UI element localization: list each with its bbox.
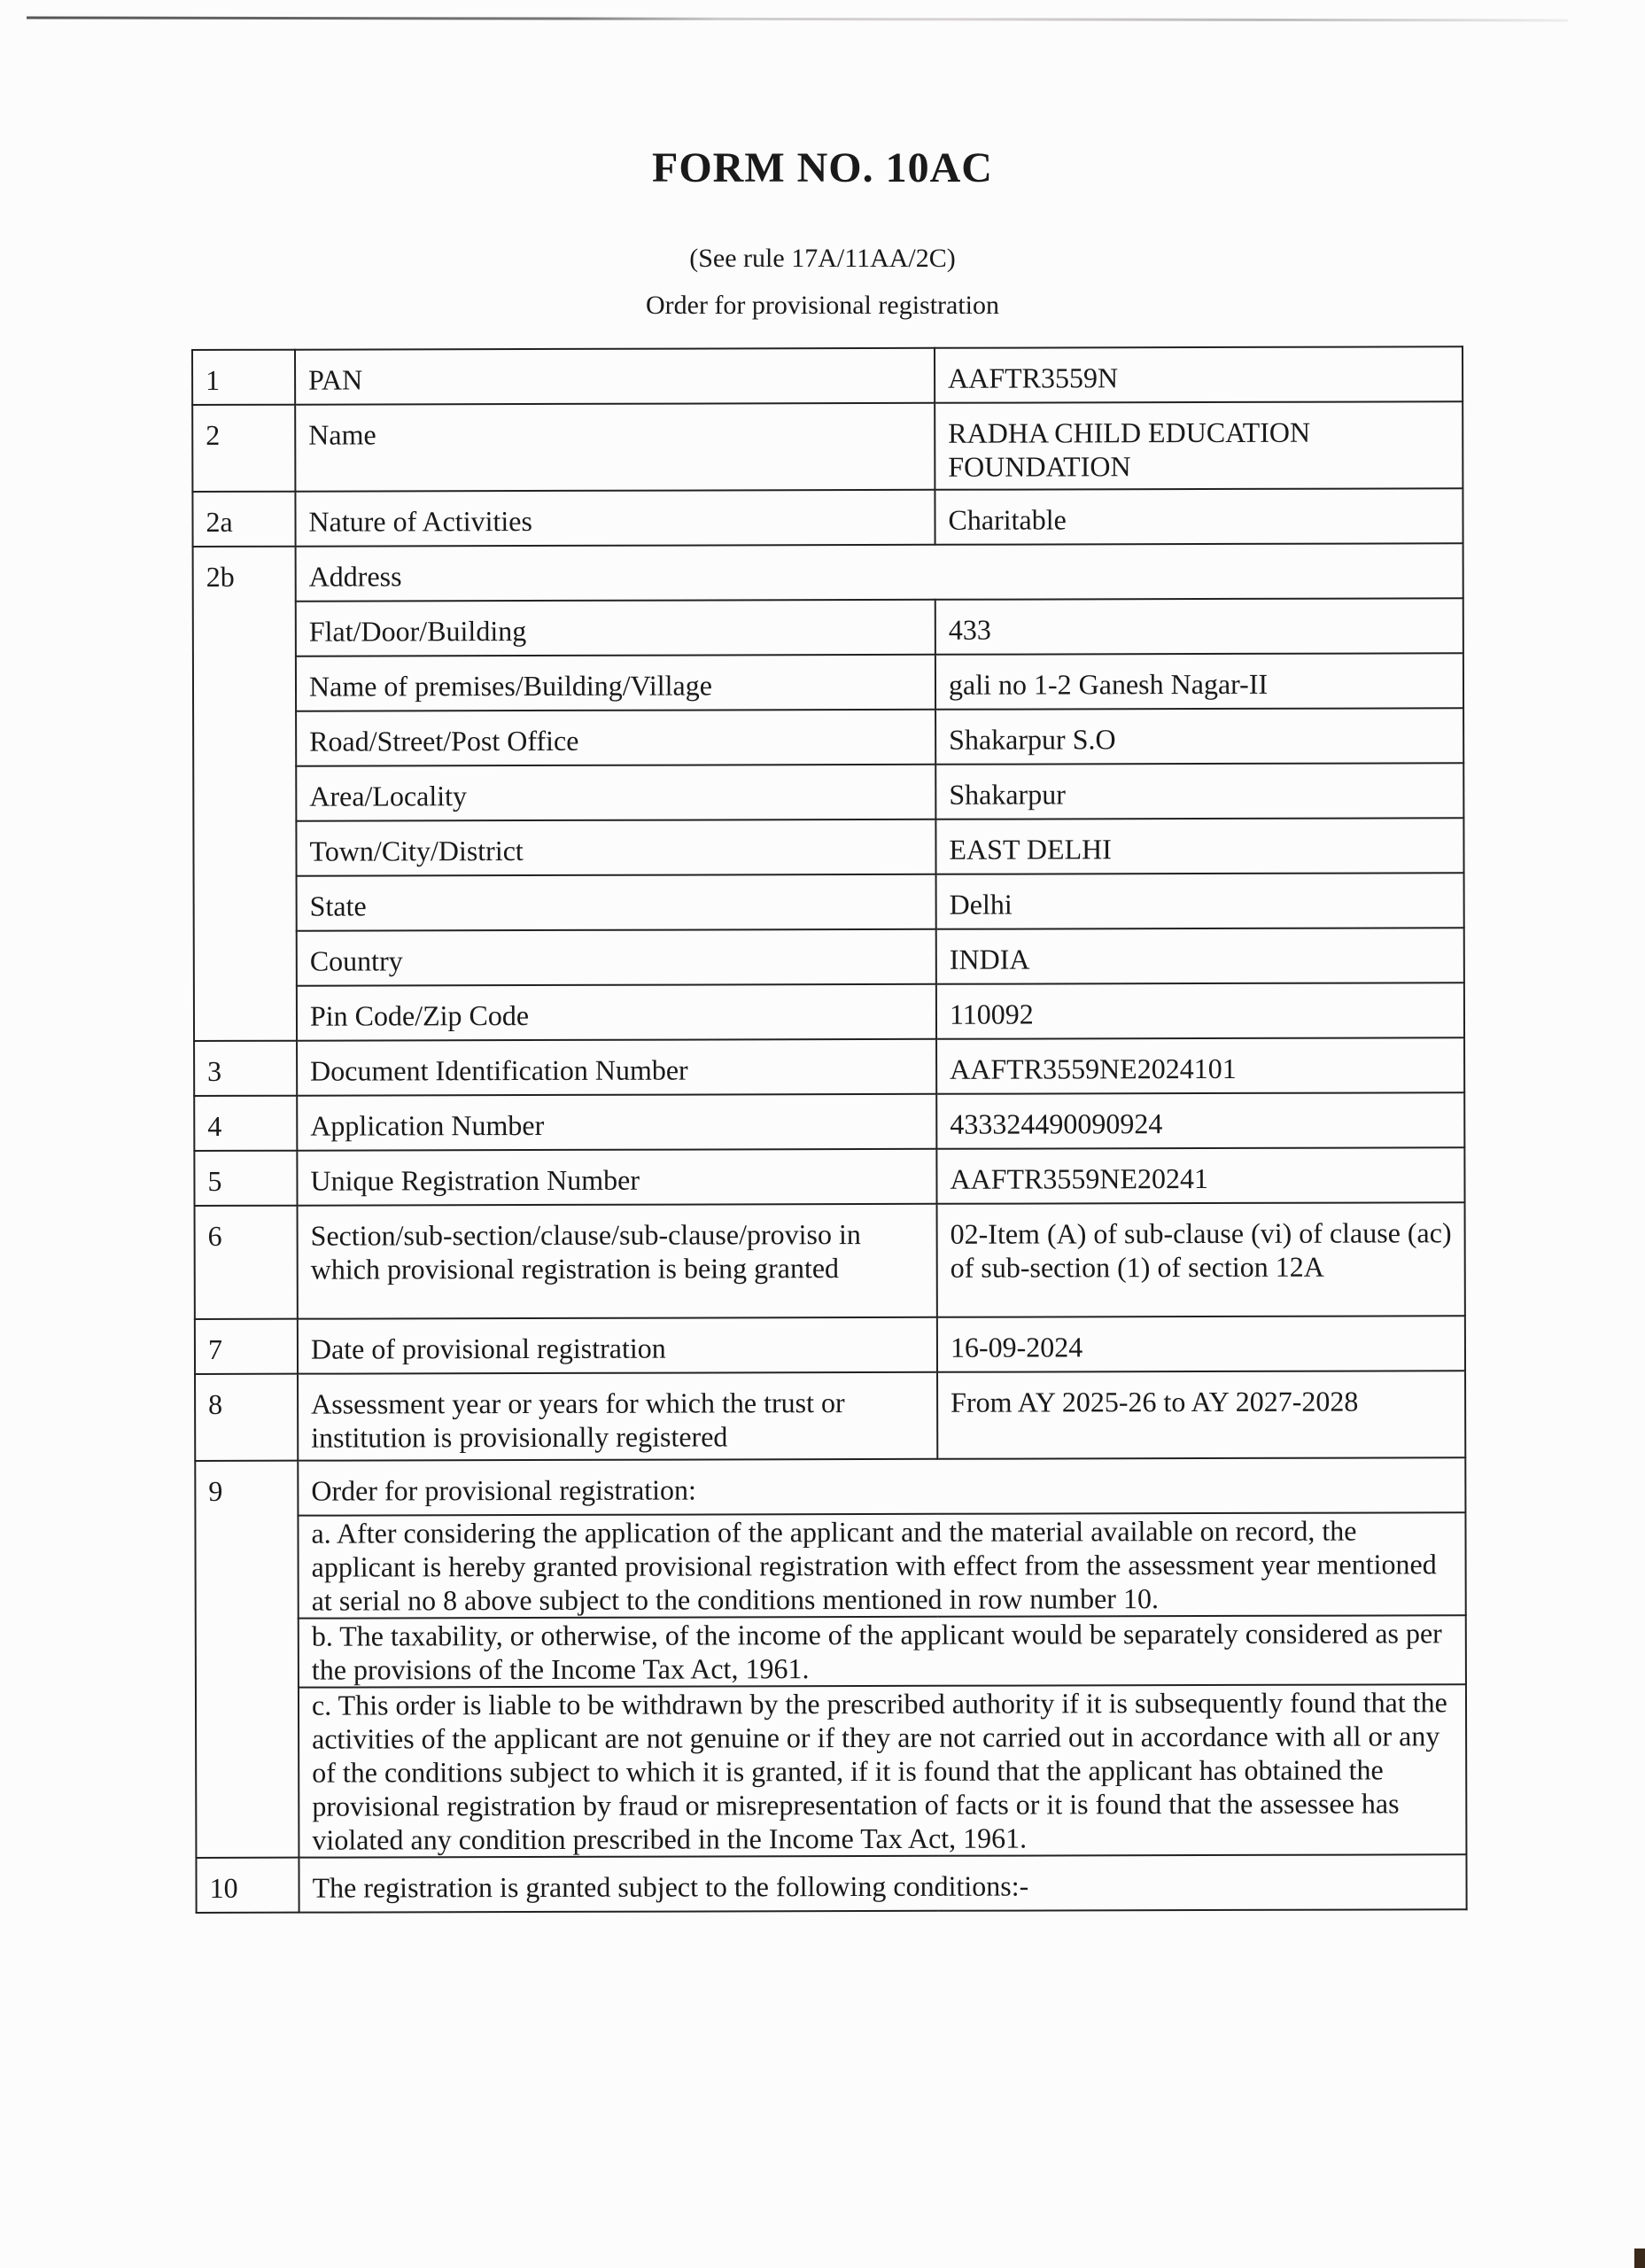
table-row-application [194,1092,1464,1151]
registration-table [191,346,1468,1914]
field-label: Section/sub-section/clause/sub-clause/proviso in which provisional registration is being granted [298,1204,937,1319]
field-label: Flat/Door/Building [296,600,935,656]
table-row-din [194,1037,1464,1096]
table-row-nature [192,488,1463,547]
order-paragraph-b: b. The taxability, or otherwise, of the income of the applicant would be separately considered as per the provisions of the Income Tax Act, 1961. [299,1615,1466,1687]
field-label: Country [297,929,936,986]
field-value: INDIA [936,928,1464,984]
table-row-address-header [193,543,1463,602]
serial-number: 8 [195,1374,298,1461]
field-label: Nature of Activities [295,490,935,547]
table-row-section [195,1202,1465,1319]
table-row-address-field [194,983,1464,1041]
serial-number: 2b [193,547,297,1041]
field-label: Name of premises/Building/Village [296,655,935,711]
table-row-order-paragraph [195,1512,1465,1619]
serial-number: 10 [196,1858,299,1913]
field-value: 110092 [936,983,1464,1039]
field-value: Shakarpur [935,763,1463,819]
field-value: Shakarpur S.O [935,708,1463,765]
serial-number: 2a [192,492,295,547]
table-row-conditions [196,1854,1466,1913]
field-value: 433 [935,598,1463,655]
field-value: 16-09-2024 [937,1316,1465,1372]
field-value: 433324490090924 [936,1092,1464,1149]
field-label: Road/Street/Post Office [296,710,935,766]
field-label: Application Number [297,1094,936,1151]
order-paragraph-c: c. This order is liable to be withdrawn by the prescribed authority if it is subsequently found that the activities of the applicant are not genuine or if they are not carried out in accordance with all or any of the conditions subject to which it is granted, if it is found that the applicant has obtained the provisional registration by fraud or misrepresentation of facts or it is found that the assessee has violated any condition prescribed in the Income Tax Act, 1961. [299,1684,1466,1857]
field-value: EAST DELHI [935,818,1463,874]
serial-number: 9 [195,1461,299,1858]
section-label: Address [296,543,1463,601]
serial-number: 7 [195,1319,298,1374]
field-label: Pin Code/Zip Code [297,984,936,1041]
field-label: State [297,874,936,931]
table-row-assessment [195,1371,1465,1461]
field-value: From AY 2025-26 to AY 2027-2028 [937,1371,1465,1459]
section-label: The registration is granted subject to the following conditions:- [299,1854,1466,1912]
scan-corner-artifact [1634,2249,1645,2268]
table-row-date [195,1316,1465,1374]
field-value: Charitable [935,488,1463,545]
serial-number: 2 [192,405,295,492]
field-label: PAN [295,348,935,405]
field-label: Town/City/District [296,819,935,876]
table-row-address-field [194,928,1464,986]
section-label: Order for provisional registration: [298,1457,1465,1515]
table-row-order-header [195,1457,1465,1516]
field-value: 02-Item (A) of sub-clause (vi) of clause (ac) of sub-section (1) of section 12A [937,1202,1465,1317]
table-row-name [192,401,1463,492]
serial-number: 4 [194,1096,297,1151]
table-row-address-field [193,653,1463,711]
table-row-order-paragraph [196,1684,1466,1858]
field-value: AAFTR3559N [935,346,1463,403]
table-row-urn [194,1147,1464,1206]
field-value: AAFTR3559NE2024101 [936,1037,1464,1094]
field-value: AAFTR3559NE20241 [936,1147,1464,1204]
field-label: Unique Registration Number [297,1149,936,1206]
table-row-order-paragraph [196,1615,1466,1688]
serial-number: 6 [195,1206,298,1319]
table-row-address-field [193,708,1463,766]
field-value: RADHA CHILD EDUCATION FOUNDATION [935,401,1463,490]
table-row-address-field [193,818,1463,876]
field-label: Document Identification Number [297,1039,936,1096]
table-row-address-field [193,598,1463,656]
top-scan-rule [27,16,1568,21]
order-paragraph-a: a. After considering the application of the applicant and the material available on record, the applicant is hereby granted provisional registration with effect from the assessment year mentioned at serial no 8 above subject to the conditions mentioned in row number 10. [298,1512,1465,1618]
field-value: Delhi [936,873,1464,929]
table-row-address-field [194,873,1464,931]
field-label: Assessment year or years for which the trust or institution is provisionally registered [298,1372,937,1461]
rule-reference: (See rule 17A/11AA/2C) [689,244,956,273]
form-subtitle: Order for provisional registration [645,291,1000,320]
field-label: Name [295,403,935,492]
form-title: FORM NO. 10AC [652,144,993,191]
serial-number: 1 [192,350,295,405]
field-label: Area/Locality [296,765,935,821]
serial-number: 3 [194,1041,297,1096]
table-row-address-field [193,763,1463,821]
table-row-pan [192,346,1463,405]
serial-number: 5 [194,1151,297,1206]
field-label: Date of provisional registration [298,1317,937,1374]
field-value: gali no 1-2 Ganesh Nagar-II [935,653,1463,710]
